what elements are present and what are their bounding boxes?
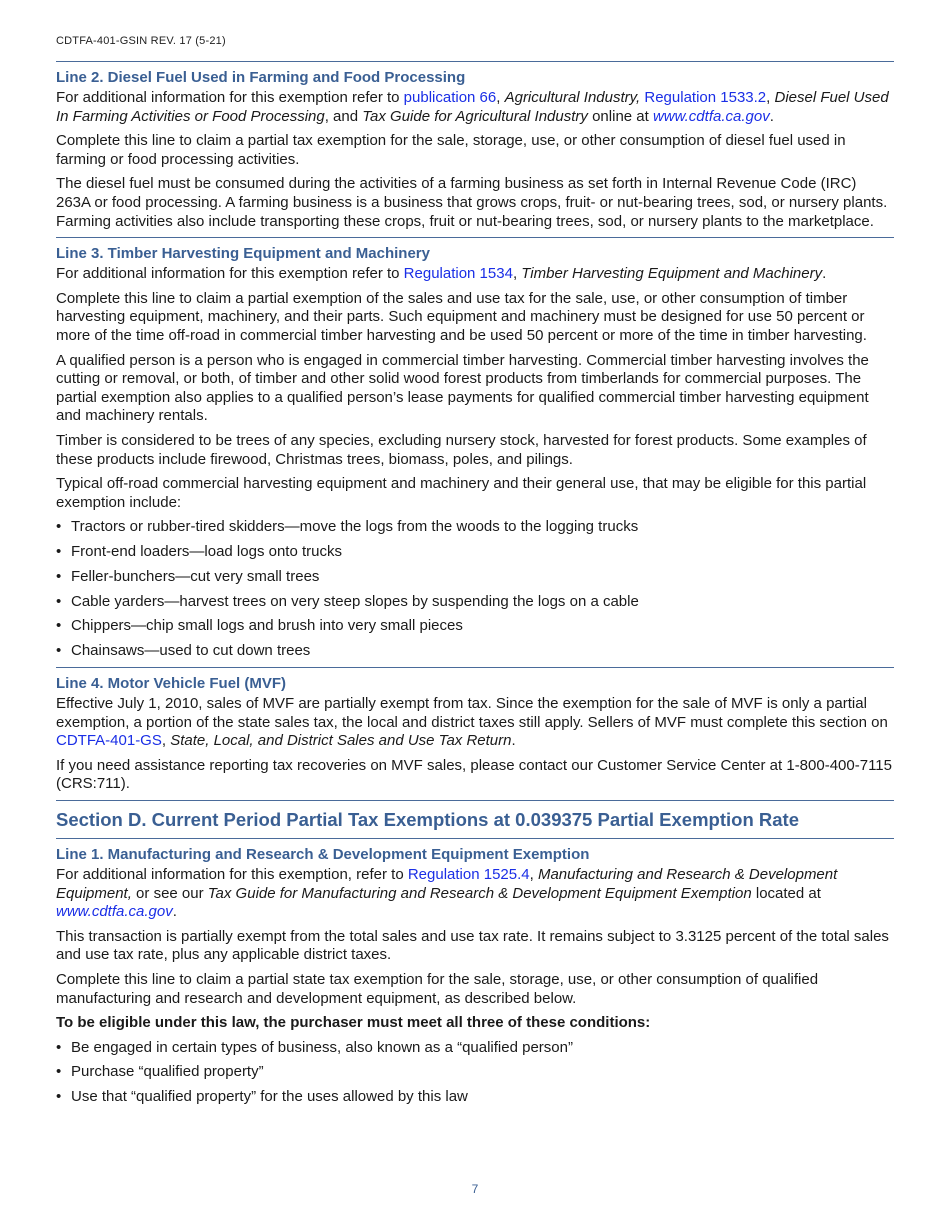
regulation-1525-4-link[interactable]: Regulation 1525.4 (407, 865, 530, 883)
line2-paragraph-2: Complete this line to claim a partial tax exemption for the sale, storage, use, or other consumption of diesel fuel used in farming or food processing activities. (56, 132, 846, 168)
line3-paragraph-2: Complete this line to claim a partial exemption of the sales and use tax for the sale, use, or other consumption of timber harvesting equipment, machinery, and their parts. Such equipment and machinery must be designed for use 50 percent or more of the time off-road in commercial timber harvesting and be used 50 percent or more of the time in timber harvesting. (56, 289, 867, 344)
list-item: • Use that “qualified property” for the uses allowed by this law (56, 1088, 894, 1107)
line2-paragraph-1 (56, 89, 894, 126)
conditions-heading: To be eligible under this law, the purchaser must meet all three of these conditions: (56, 1014, 651, 1032)
text: Timber Harvesting Equipment and Machinery (521, 265, 823, 283)
line4-paragraph-1 (56, 695, 894, 751)
text: Tax Guide for Agricultural Industry (362, 107, 588, 125)
divider (56, 237, 894, 238)
section-d-line1-paragraph-1 (56, 866, 894, 922)
text: For additional information for this exemption refer to (56, 265, 404, 283)
divider (56, 61, 894, 62)
line3-paragraph-3: A qualified person is a person who is engaged in commercial timber harvesting. Commercial timber harvesting involves the cutting or removal, or both, of timber and other solid wood forest products from timberlands for commercial purposes. The partial exemption also applies to a qualified person’s lease payments for qualified commercial timber harvesting equipment and machinery rentals. (56, 351, 869, 425)
line3-paragraph-1 (56, 265, 894, 284)
section-d-line1-heading: Line 1. Manufacturing and Research & Development Equipment Exemption (56, 845, 590, 863)
section-d-line1-paragraph-3: Complete this line to claim a partial state tax exemption for the sale, storage, use, or other consumption of qualified manufacturing and research and development equipment, as described below. (56, 970, 819, 1007)
form-id: CDTFA-401-GSIN REV. 17 (5-21) (56, 35, 226, 47)
line2-paragraph-3: The diesel fuel must be consumed during the activities of a farming business as set forth in Internal Revenue Code (IRC) 263A or food processing. A farming business is a business that grows crops, fruit- or nut-bearing trees, sod, or nursery plants. Farming activities also include transporting these crops, fruit or nut-bearing trees, sod, or nursery plants to the marketplace. (56, 175, 888, 230)
list-item: • Feller-bunchers—cut very small trees (56, 568, 894, 587)
list-item: • Tractors or rubber-tired skidders—move the logs from the woods to the logging trucks (56, 518, 894, 537)
text: , (529, 865, 538, 883)
list-item: • Front-end loaders—load logs onto trucks (56, 543, 894, 562)
text: online at (587, 107, 653, 125)
text: Effective July 1, 2010, sales of MVF are partially exempt from tax. Since the exemption for the sale of MVF is only a partial exemption, a portion of the state sales tax, the local and district taxes still apply. Sellers of MVF must complete this section on (56, 694, 888, 731)
divider (56, 667, 894, 668)
text: For additional information for this exemption refer to (56, 89, 404, 106)
text: Tax Guide for Manufacturing and Research & Development Equipment Exemption (207, 884, 752, 902)
text: Agricultural Industry, (504, 89, 641, 106)
text: . (511, 732, 516, 750)
line4-paragraph-2: If you need assistance reporting tax recoveries on MVF sales, please contact our Customer Service Center at 1-800-400-7115 (CRS:711). (56, 756, 892, 793)
line3-heading: Line 3. Timber Harvesting Equipment and Machinery (56, 245, 430, 263)
text: State, Local, and District Sales and Use Tax Return (170, 732, 512, 750)
text: . (822, 265, 827, 283)
regulation-1533-2-link[interactable]: Regulation 1533.2 (644, 89, 767, 106)
line2-heading: Line 2. Diesel Fuel Used in Farming and Food Processing (56, 69, 466, 86)
section-d-line1-paragraph-2: This transaction is partially exempt from the total sales and use tax rate. It remains subject to 3.3125 percent of the total sales and use tax rate, plus any applicable district taxes. (56, 927, 889, 964)
text: or see our (131, 884, 208, 902)
cdtfa-website-link[interactable] (653, 108, 770, 125)
text: www.cdtfa.ca.gov (56, 903, 173, 921)
divider (56, 800, 894, 801)
text: Diesel Fuel Used In Farming Activities or Food Processing (56, 89, 889, 125)
list-item: • Cable yarders—harvest trees on very steep slopes by suspending the logs on a cable (56, 593, 894, 612)
text: , (512, 265, 522, 283)
text: located at (751, 884, 821, 902)
regulation-1534-link[interactable]: Regulation 1534 (403, 265, 513, 283)
publication-66-link[interactable]: publication 66 (403, 89, 497, 106)
list-item: • Chainsaws—used to cut down trees (56, 642, 894, 661)
page-content (56, 61, 894, 1113)
line4-heading: Line 4. Motor Vehicle Fuel (MVF) (56, 674, 287, 692)
list-item: • Chippers—chip small logs and brush into very small pieces (56, 617, 894, 636)
line3-paragraph-5: Typical off-road commercial harvesting equipment and machinery and their general use, that may be eligible for this partial exemption include: (56, 475, 867, 511)
line3-paragraph-4: Timber is considered to be trees of any species, excluding nursery stock, harvested for forest products. Some examples of these products include firewood, Christmas trees, biomass, poles, and pilings. (56, 431, 867, 468)
text: . (769, 107, 774, 125)
list-item: • Purchase “qualified property” (56, 1063, 894, 1082)
cdtfa-website-link[interactable] (56, 903, 173, 920)
text: , (161, 732, 171, 750)
equipment-list (56, 518, 894, 661)
divider (56, 838, 894, 839)
text: , (766, 89, 775, 106)
section-d-heading: Section D. Current Period Partial Tax Exemptions at 0.039375 Partial Exemption Rate (56, 808, 799, 830)
page-number: 7 (471, 1182, 479, 1196)
text: For additional information for this exemption, refer to (56, 865, 408, 883)
text: Manufacturing and Research & Development Equipment, (56, 865, 838, 902)
text: , and (324, 107, 363, 125)
text: , (496, 89, 505, 106)
cdtfa-401-gs-link[interactable]: CDTFA-401-GS (56, 732, 162, 750)
list-item: • Be engaged in certain types of business, also known as a “qualified person” (56, 1039, 894, 1058)
text: . (172, 903, 177, 921)
text: www.cdtfa.ca.gov (652, 107, 770, 125)
conditions-list (56, 1039, 894, 1107)
